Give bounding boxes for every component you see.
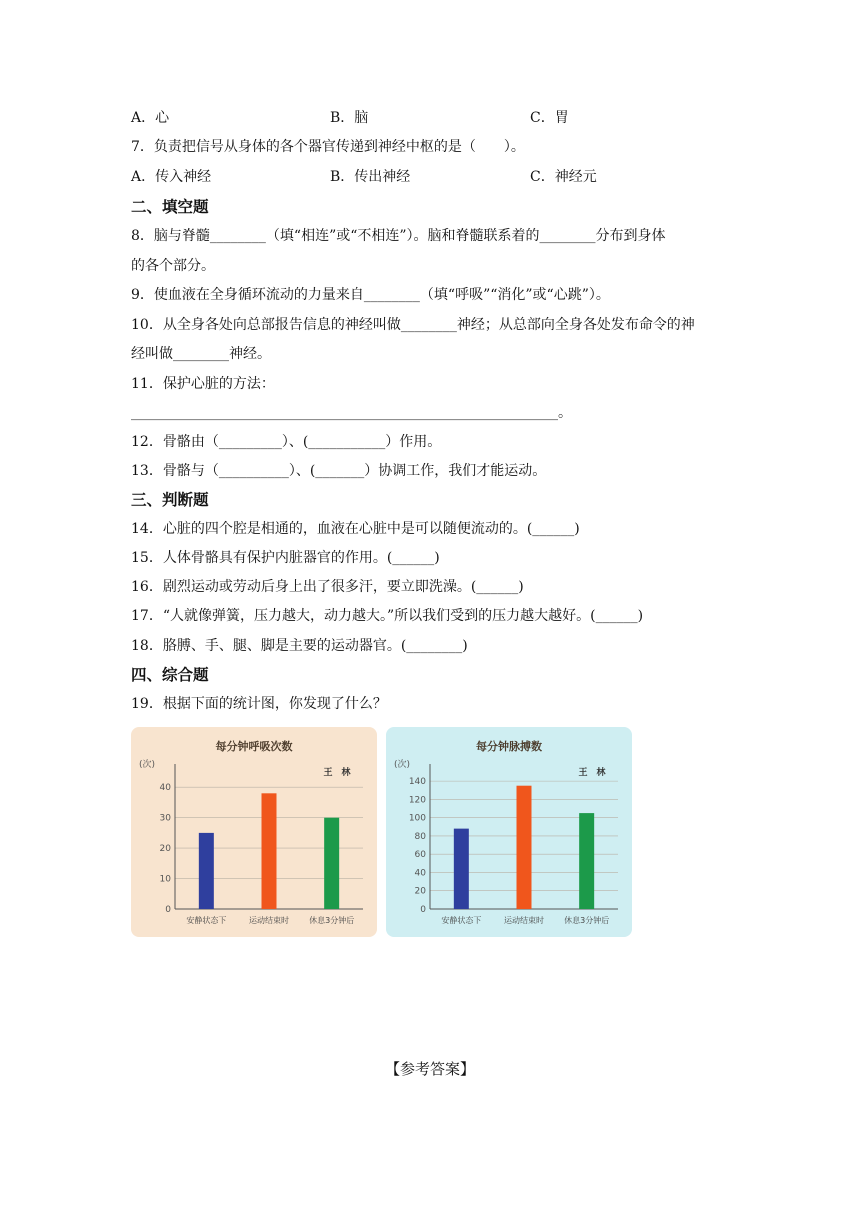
- chart-breathing-rate: [131, 727, 377, 937]
- x-tick-label: 休息3分钟后: [564, 916, 610, 925]
- y-tick-label: 40: [414, 868, 426, 879]
- question-13: 13．骨骼与（__________）、(_______）协调工作，我们才能运动。: [131, 463, 547, 479]
- x-tick-label: 休息3分钟后: [309, 916, 355, 925]
- answer-title: 【参考答案】: [384, 1060, 475, 1078]
- q6-option-a: A．心: [131, 110, 170, 126]
- y-axis-label: (次): [139, 760, 156, 770]
- bar: [324, 818, 339, 909]
- question-7: 7．负责把信号从身体的各个器官传递到神经中枢的是（ ）。: [131, 139, 525, 155]
- bar: [262, 793, 277, 909]
- chart-name-label: 王 林: [578, 768, 606, 778]
- question-14: 14．心脏的四个腔是相通的，血液在心脏中是可以随便流动的。(______): [131, 521, 580, 537]
- y-tick-label: 100: [408, 813, 426, 824]
- question-12: 12．骨骼由（_________）、(___________）作用。: [131, 434, 442, 450]
- q7-option-b: B．传出神经: [330, 169, 411, 185]
- question-9: 9．使血液在全身循环流动的力量来自________（填“呼吸”“消化”或“心跳”）。: [131, 287, 610, 303]
- chart-title: 每分钟脉搏数: [476, 740, 542, 753]
- y-tick-label: 30: [159, 813, 171, 824]
- question-11: 11．保护心脏的方法：: [131, 376, 275, 392]
- section-heading-fill: 二、填空题: [131, 198, 209, 216]
- chart-breathing-rate-svg: [131, 727, 377, 937]
- y-tick-label: 80: [414, 831, 426, 842]
- question-17: 17．“人就像弹簧，压力越大，动力越大。”所以我们受到的压力越大越好。(______): [131, 608, 644, 624]
- chart-name-label: 王 林: [323, 768, 351, 778]
- question-11-blank: _____________________________________________________________。: [131, 405, 572, 421]
- x-tick-label: 运动结束时: [249, 916, 289, 925]
- bar: [517, 786, 532, 909]
- bar: [199, 833, 214, 909]
- x-tick-label: 安静状态下: [186, 916, 227, 925]
- question-8-line1: 8．脑与脊髓________（填“相连”或“不相连”）。脑和脊髓联系着的________分布到身体: [131, 228, 666, 244]
- question-10-line1: 10．从全身各处向总部报告信息的神经叫做________神经；从总部向全身各处发布命令的神: [131, 317, 695, 333]
- x-tick-label: 运动结束时: [504, 916, 544, 925]
- y-tick-label: 140: [408, 777, 426, 788]
- chart-title: 每分钟呼吸次数: [215, 740, 293, 753]
- y-tick-label: 20: [414, 886, 426, 897]
- question-19: 19．根据下面的统计图，你发现了什么？: [131, 696, 387, 712]
- q7-option-c: C．神经元: [530, 169, 597, 185]
- question-8-line2: 的各个部分。: [131, 258, 215, 274]
- y-tick-label: 0: [165, 905, 171, 915]
- bar: [454, 829, 469, 909]
- bar: [579, 813, 594, 909]
- y-tick-label: 120: [408, 795, 426, 806]
- question-10-line2: 经叫做________神经。: [131, 346, 271, 362]
- chart-pulse-rate: [386, 727, 632, 937]
- chart-pulse-rate-svg: [386, 727, 632, 937]
- question-18: 18．胳膊、手、腿、脚是主要的运动器官。(________): [131, 638, 468, 654]
- x-tick-label: 安静状态下: [441, 916, 482, 925]
- y-tick-label: 60: [414, 850, 426, 861]
- y-tick-label: 10: [159, 874, 171, 885]
- question-16: 16．剧烈运动或劳动后身上出了很多汗，要立即洗澡。(______): [131, 579, 524, 595]
- q6-option-c: C．胃: [530, 110, 569, 126]
- y-tick-label: 20: [159, 844, 171, 855]
- q7-option-a: A．传入神经: [131, 169, 212, 185]
- question-15: 15．人体骨骼具有保护内脏器官的作用。(______): [131, 550, 440, 566]
- section-heading-comprehensive: 四、综合题: [131, 666, 209, 684]
- y-tick-label: 40: [159, 783, 171, 794]
- section-heading-judge: 三、判断题: [131, 491, 209, 509]
- y-tick-label: 0: [420, 905, 426, 915]
- q6-option-b: B．脑: [330, 110, 369, 126]
- y-axis-label: (次): [394, 760, 411, 770]
